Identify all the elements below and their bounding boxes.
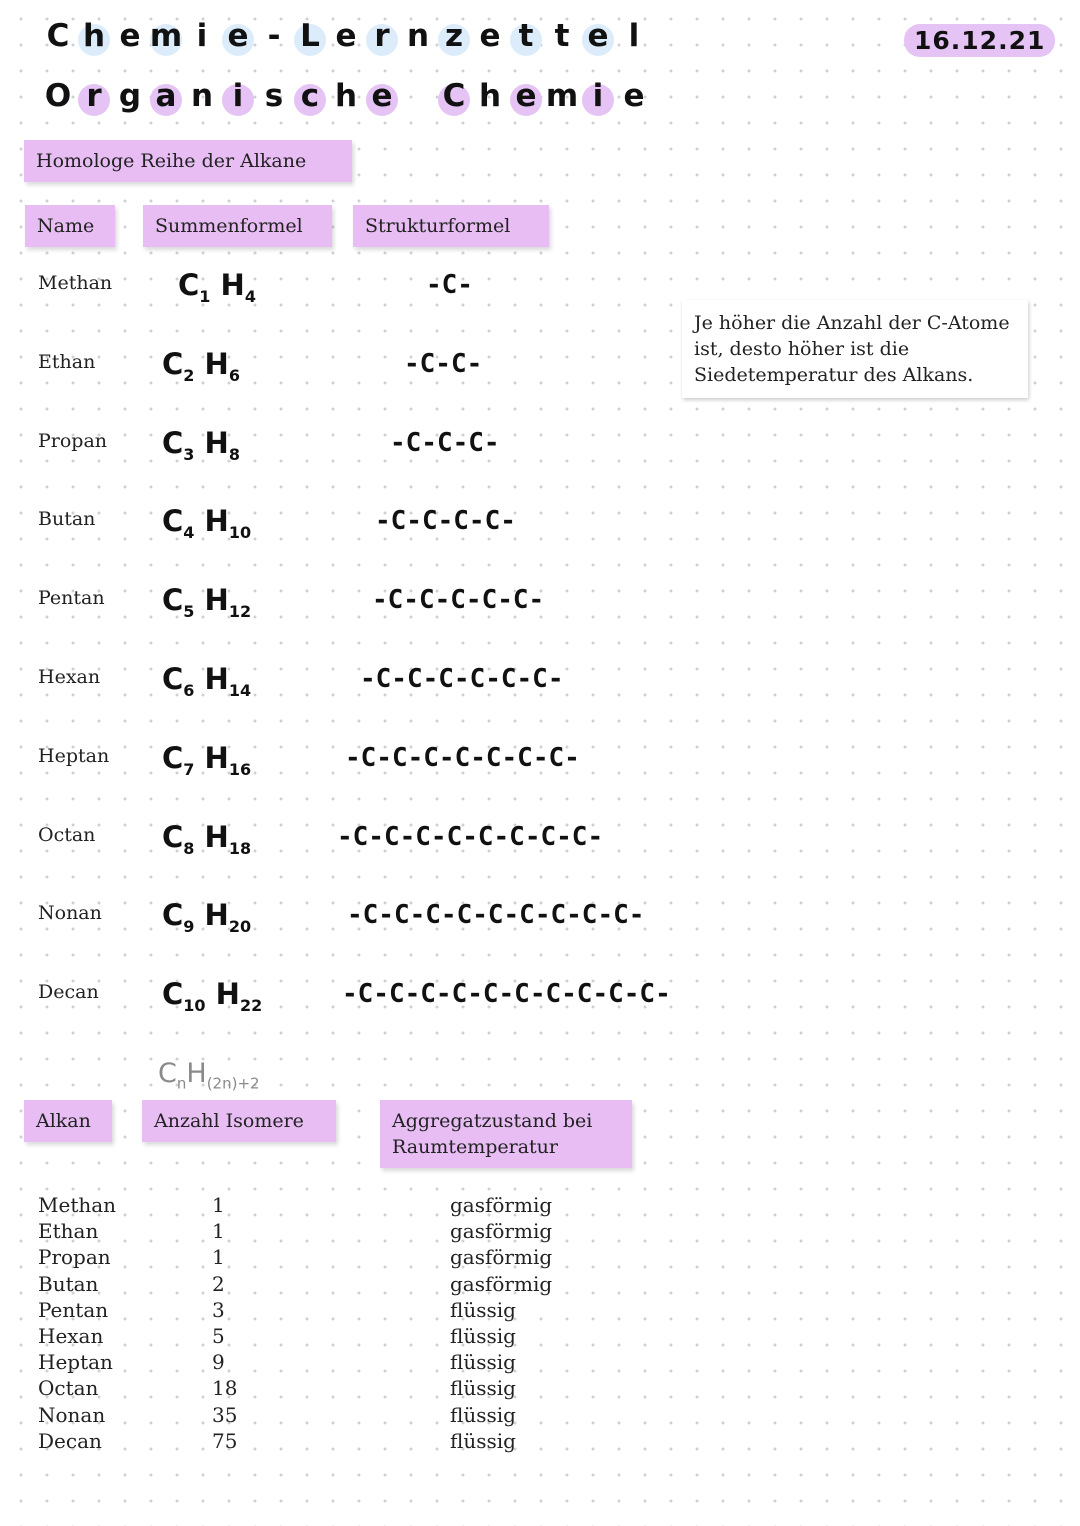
list-item: gasförmig <box>450 1193 553 1217</box>
title-letter: t <box>554 18 570 54</box>
row-name: Propan <box>38 429 108 452</box>
title-letter: e <box>508 78 544 114</box>
subtitle-letters <box>40 78 652 114</box>
strukturformel: -C-C-C-C-C-C-C-C- <box>337 821 604 852</box>
list-item: 1 <box>212 1245 225 1270</box>
title-letter: r <box>364 18 400 54</box>
row-name: Nonan <box>38 902 102 925</box>
list-item: Octan <box>38 1376 99 1401</box>
list-item: Pentan <box>38 1297 109 1322</box>
row-name: Heptan <box>38 744 110 767</box>
title-letter: e <box>335 18 357 54</box>
row-name: Octan <box>38 823 96 846</box>
title-letter: i <box>580 78 616 114</box>
list-item: 2 <box>212 1271 225 1296</box>
header-summenformel: Summenformel <box>143 205 332 247</box>
list-item: 5 <box>212 1324 225 1349</box>
title-letter: e <box>580 18 616 54</box>
title-letter: e <box>479 18 501 54</box>
header-isomere: Anzahl Isomere <box>142 1100 336 1142</box>
summenformel: $C_5$ $H_{12}$ <box>162 583 252 621</box>
title-letter: i <box>196 18 208 54</box>
title-letter: C <box>46 18 70 54</box>
alkan-list <box>38 1192 116 1454</box>
title-letter: e <box>220 18 256 54</box>
list-item: Hexan <box>38 1324 104 1349</box>
strukturformel: -C- <box>426 270 473 300</box>
strukturformel: -C-C-C-C- <box>375 506 516 537</box>
list-item: 1 <box>212 1193 225 1217</box>
title-letter: m <box>149 18 183 54</box>
list-item: 9 <box>212 1350 225 1375</box>
list-item: Ethan <box>38 1219 99 1244</box>
title-letter: z <box>436 18 472 54</box>
summenformel: $C_7$ $H_{16}$ <box>162 740 252 779</box>
general-formula: $C_nH_{(2n)+2}$ <box>158 1058 260 1093</box>
zustand-list <box>450 1192 552 1454</box>
title-letter: h <box>478 78 502 114</box>
summenformel: $C_1$ $H_4$ <box>178 268 256 306</box>
date-badge: 16.12.21 <box>904 24 1055 57</box>
isomere-list <box>212 1192 237 1454</box>
summenformel: $C_4$ $H_{10}$ <box>162 504 252 543</box>
header-alkan: Alkan <box>24 1100 112 1142</box>
list-item: flüssig <box>450 1428 516 1453</box>
summenformel: $C_9$ $H_{20}$ <box>162 898 252 937</box>
title-letter: r <box>76 78 112 114</box>
note-box: Je höher die Anzahl der C-Atome ist, desto höher ist die Siedetemperatur des Alkans. <box>682 300 1028 398</box>
list-item: Butan <box>38 1271 99 1296</box>
title-letter: - <box>267 18 281 54</box>
row-name: Hexan <box>38 666 101 688</box>
list-item: gasförmig <box>450 1245 553 1270</box>
list-item: flüssig <box>450 1297 516 1322</box>
title-letter: n <box>406 18 430 54</box>
header-aggregatzustand: Aggregatzustand bei Raumtemperatur <box>380 1100 632 1168</box>
list-item: 75 <box>212 1428 238 1453</box>
summenformel: $C_8$ $H_{18}$ <box>162 819 252 858</box>
title-letter: l <box>628 18 640 54</box>
list-item: 18 <box>212 1376 238 1401</box>
title-letter: g <box>118 78 142 114</box>
title-letters <box>40 18 652 54</box>
row-name: Ethan <box>38 350 96 373</box>
list-item: flüssig <box>450 1350 516 1375</box>
title-letter: a <box>148 78 184 114</box>
strukturformel: -C-C-C- <box>390 427 500 458</box>
summenformel: $C_2$ $H_6$ <box>162 346 240 385</box>
strukturformel: -C-C-C-C-C-C- <box>360 664 564 694</box>
title-letter: e <box>364 78 400 114</box>
list-item: gasförmig <box>450 1271 553 1296</box>
list-item: Propan <box>38 1245 111 1270</box>
header-strukturformel: Strukturformel <box>353 205 549 247</box>
list-item: 1 <box>212 1219 225 1244</box>
title-letter: O <box>44 78 72 114</box>
title-letter: c <box>292 78 328 114</box>
list-item: Methan <box>38 1193 117 1217</box>
list-item: 3 <box>212 1297 225 1322</box>
section-title: Homologe Reihe der Alkane <box>24 140 352 182</box>
page-title <box>40 18 652 54</box>
title-letter: h <box>76 18 112 54</box>
title-letter: h <box>334 78 358 114</box>
title-letter: C <box>436 78 472 114</box>
page-subtitle <box>40 78 652 114</box>
list-item: 35 <box>212 1402 238 1427</box>
list-item: flüssig <box>450 1376 516 1401</box>
title-letter: m <box>545 78 579 114</box>
summenformel: $C_{10}$ $H_{22}$ <box>162 977 263 1015</box>
list-item: Heptan <box>38 1350 113 1375</box>
row-name: Pentan <box>38 587 105 610</box>
list-item: flüssig <box>450 1402 516 1427</box>
title-letter: i <box>220 78 256 114</box>
strukturformel: -C-C-C-C-C-C-C-C-C-C- <box>342 979 671 1010</box>
title-letter: t <box>508 18 544 54</box>
list-item: gasförmig <box>450 1219 553 1244</box>
title-letter: s <box>264 78 284 114</box>
list-item: Nonan <box>38 1402 106 1427</box>
summenformel: $C_3$ $H_8$ <box>162 425 240 464</box>
title-letter: L <box>292 18 328 54</box>
title-letter: e <box>119 18 141 54</box>
row-name: Decan <box>38 981 99 1004</box>
summenformel: $C_6$ $H_{14}$ <box>162 662 252 700</box>
title-letter: e <box>623 78 645 114</box>
strukturformel: -C-C- <box>404 348 483 379</box>
list-item: Decan <box>38 1428 102 1453</box>
row-name: Methan <box>38 272 113 294</box>
strukturformel: -C-C-C-C-C-C-C-C-C- <box>347 900 645 931</box>
strukturformel: -C-C-C-C-C-C-C- <box>345 742 580 773</box>
title-letter: n <box>190 78 214 114</box>
header-name: Name <box>25 205 115 247</box>
list-item: flüssig <box>450 1324 516 1349</box>
strukturformel: -C-C-C-C-C- <box>372 585 545 616</box>
row-name: Butan <box>38 508 96 531</box>
